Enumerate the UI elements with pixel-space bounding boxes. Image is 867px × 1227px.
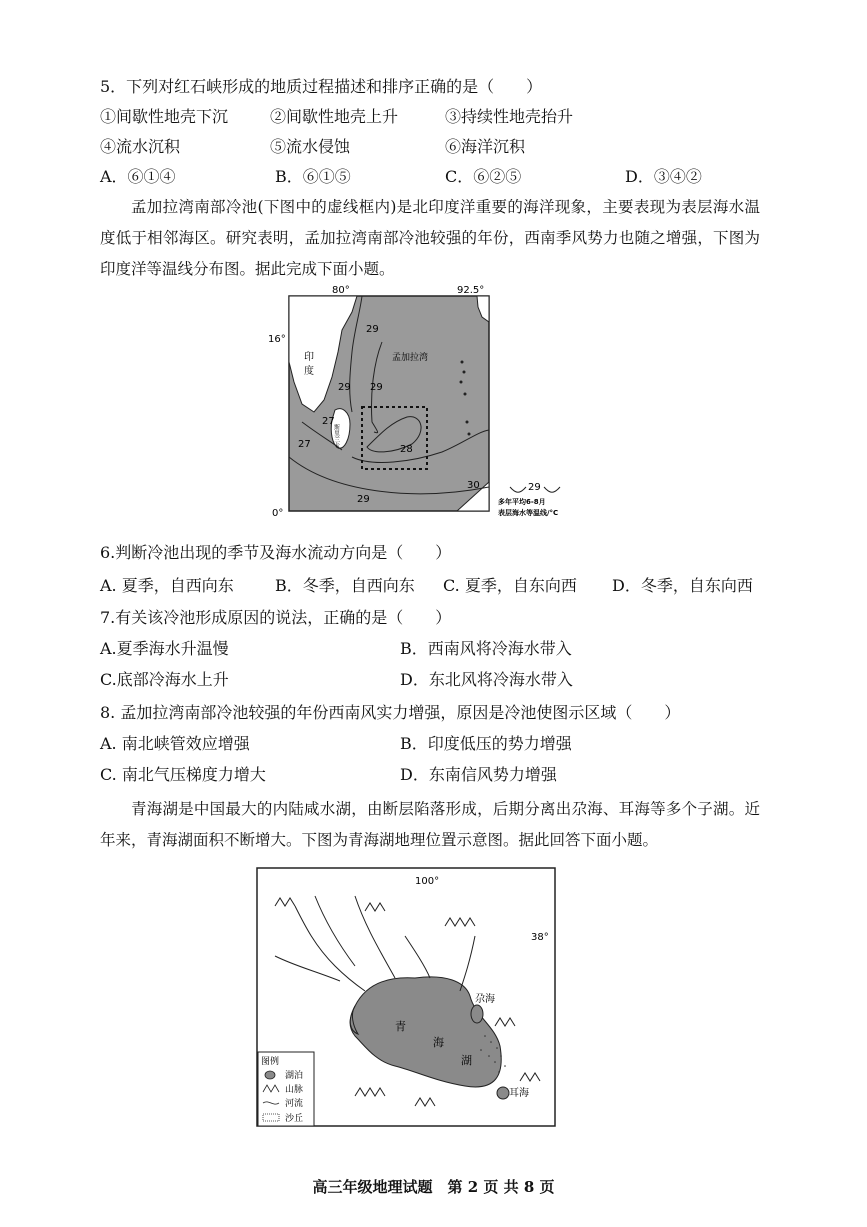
- lon-label-92: 92.5°: [457, 285, 485, 296]
- indian-ocean-isotherm-map: [262, 282, 582, 527]
- q5-option-d: D．③④②: [625, 167, 702, 186]
- lon-label-100: 100°: [415, 876, 440, 887]
- legend-dune: 沙丘: [285, 1114, 304, 1124]
- lon-label-80: 80°: [332, 285, 350, 296]
- q7-option-b: B．西南风将冷海水带入: [400, 639, 572, 658]
- lake-char-1: 青: [395, 1020, 406, 1033]
- label-sri-lanka: 斯里兰卡: [332, 424, 340, 448]
- q5-item-5: ⑤流水侵蚀: [270, 137, 351, 156]
- q6-option-c: C. 夏季，自东向西: [443, 576, 577, 595]
- legend-mountain: 山脉: [285, 1085, 304, 1095]
- lat-label-38: 38°: [531, 932, 549, 943]
- legend-isotherm-symbol: 29: [528, 482, 541, 493]
- isotherm-label: 28: [400, 444, 413, 455]
- q5-item-1: ①间歇性地壳下沉: [100, 107, 229, 126]
- q5-item-2: ②间歇性地壳上升: [270, 107, 399, 126]
- page-footer: 高三年级地理试题 第 2 页 共 8 页: [312, 1178, 555, 1196]
- label-india-2: 度: [304, 366, 314, 377]
- q7-stem: 7.有关该冷池形成原因的说法，正确的是（ ）: [100, 608, 452, 627]
- lat-label-16: 16°: [268, 334, 286, 345]
- isotherm-label: 27: [298, 439, 311, 450]
- q5-option-a: A．⑥①④: [100, 167, 176, 186]
- q5-stem: 5．下列对红石峡形成的地质过程描述和排序正确的是（ ）: [100, 77, 543, 96]
- q8-option-c: C. 南北气压梯度力增大: [100, 765, 266, 784]
- q5-item-3: ③持续性地壳抬升: [445, 107, 574, 126]
- legend-text-1: 多年平均6-8月: [498, 498, 546, 506]
- qinghai-lake-map: [255, 866, 560, 1131]
- q7-option-c: C.底部冷海水上升: [100, 670, 229, 689]
- q8-option-d: D．东南信风势力增强: [400, 765, 557, 784]
- q5-option-c: C．⑥②⑤: [445, 167, 522, 186]
- q6-option-a: A. 夏季，自西向东: [100, 576, 234, 595]
- q5-option-b: B．⑥①⑤: [275, 167, 351, 186]
- label-erhai: 耳海: [509, 1088, 529, 1099]
- legend-lake: 湖泊: [285, 1071, 304, 1081]
- isotherm-label: 27: [322, 416, 335, 427]
- isotherm-label: 29: [366, 324, 379, 335]
- q8-stem: 8. 孟加拉湾南部冷池较强的年份西南风实力增强，原因是冷池使图示区域（ ）: [100, 703, 681, 722]
- isotherm-label: 29: [357, 494, 370, 505]
- q5-item-6: ⑥海洋沉积: [445, 137, 526, 156]
- lake-char-3: 湖: [461, 1054, 472, 1067]
- lat-label-0: 0°: [272, 508, 284, 519]
- q6-stem: 6.判断冷池出现的季节及海水流动方向是（ ）: [100, 543, 452, 562]
- legend-text-2: 表层海水等温线/°C: [498, 509, 559, 517]
- q8-option-a: A. 南北峡管效应增强: [100, 734, 250, 753]
- passage-cold-pool: 孟加拉湾南部冷池(下图中的虚线框内)是北印度洋重要的海洋现象，主要表现为表层海水温度低于相邻海区。研究表明，孟加拉湾南部冷池较强的年份，西南季风势力也随之增强，下图为印度洋等温线分布图。据此完成下面小题。: [100, 198, 760, 278]
- label-india-1: 印: [304, 352, 314, 363]
- q7-option-d: D．东北风将冷海水带入: [400, 670, 573, 689]
- isotherm-label: 29: [338, 382, 351, 393]
- label-gahai: 尕海: [475, 994, 495, 1005]
- q6-option-d: D．冬季，自东向西: [612, 576, 753, 595]
- lake-char-2: 海: [433, 1036, 444, 1049]
- isotherm-label: 29: [370, 382, 383, 393]
- passage-qinghai-lake: 青海湖是中国最大的内陆咸水湖，由断层陷落形成，后期分离出尕海、耳海等多个子湖。近年来，青海湖面积不断增大。下图为青海湖地理位置示意图。据此回答下面小题。: [100, 800, 760, 849]
- legend-title: 图例: [261, 1057, 280, 1067]
- q5-item-4: ④流水沉积: [100, 137, 181, 156]
- q6-option-b: B．冬季，自西向东: [275, 576, 415, 595]
- isotherm-label: 30: [467, 480, 480, 491]
- label-bay-of-bengal: 孟加拉湾: [392, 353, 429, 363]
- legend-river: 河流: [285, 1099, 304, 1109]
- q8-option-b: B．印度低压的势力增强: [400, 734, 572, 753]
- q7-option-a: A.夏季海水升温慢: [100, 639, 229, 658]
